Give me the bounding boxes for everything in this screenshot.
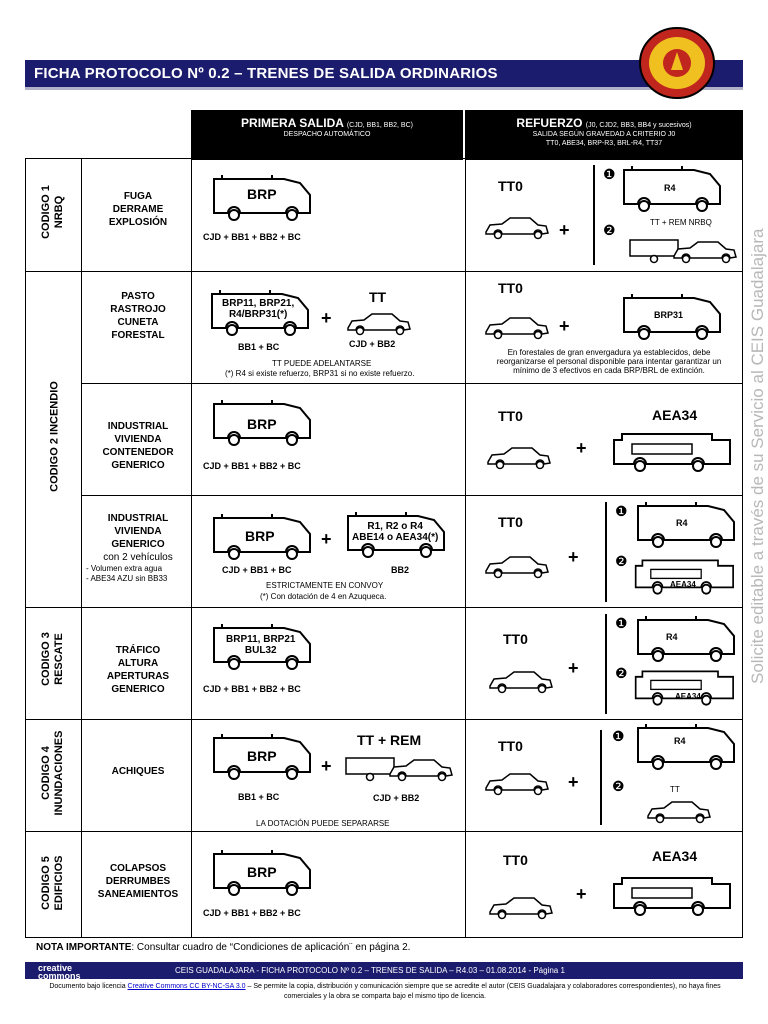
num-1-r6: ❶ <box>612 728 625 744</box>
car-r6b <box>484 772 550 796</box>
plus-r6b: + <box>568 772 579 792</box>
ladder-r4 <box>634 555 734 597</box>
car-tt-r1 <box>672 240 738 264</box>
car-r4 <box>484 555 550 579</box>
num-1-r1: ❶ <box>603 166 616 182</box>
car-tt-r6 <box>646 800 712 824</box>
r7-brp-label: BRP <box>247 864 277 880</box>
r2-tt: TT <box>369 289 387 305</box>
r3-units: CJD + BB1 + BB2 + BC <box>203 461 301 471</box>
primera-title: PRIMERA SALIDA <box>241 116 344 130</box>
footer-text: CEIS GUADALAJARA - FICHA PROTOCOLO Nº 0.2 – TRENES DE SALIDA – R4.03 – 01.08.2014 - Página 1 <box>175 966 565 975</box>
num-1-r5: ❶ <box>615 615 628 631</box>
r2-units: BB1 + BC <box>238 342 280 352</box>
r6-note: LA DOTACIÓN PUEDE SEPARARSE <box>256 819 390 828</box>
r1-brp-label: BRP <box>247 186 277 202</box>
refuerzo-title: REFUERZO <box>516 116 583 130</box>
r6-tt-units: CJD + BB2 <box>373 793 420 803</box>
r4-truck-r5 <box>636 614 736 664</box>
r5-brp-label: BRP11, BRP21 BUL32 <box>226 634 296 656</box>
r1-units: CJD + BB1 + BB2 + BC <box>203 232 301 242</box>
r4-second-units: BB2 <box>391 565 410 575</box>
divider-r6 <box>600 730 602 825</box>
r6-r4: R4 <box>674 736 686 746</box>
r2-note2: (*) R4 si existe refuerzo, BRP31 si no existe refuerzo. <box>225 369 415 378</box>
plus-r1: + <box>559 220 570 240</box>
ladder-r3 <box>612 428 732 474</box>
plus-r2b: + <box>559 316 570 336</box>
r2-brp-label: BRP11, BRP21, R4/BRP31(*) <box>222 298 295 320</box>
num-2-r1: ❷ <box>603 222 616 238</box>
note-bold: NOTA IMPORTANTE <box>36 942 132 953</box>
refuerzo-sub1: SALIDA SEGÚN GRAVEDAD A CRITERIO J0 <box>532 131 676 138</box>
r4-r4: R4 <box>676 518 688 528</box>
r5-tt0: TT0 <box>503 631 528 647</box>
num-2-r5: ❷ <box>615 665 628 681</box>
r3-brp-label: BRP <box>247 416 277 432</box>
r4-truck-r6 <box>636 722 736 772</box>
footer-bar <box>25 962 743 979</box>
primera-units: (CJD, BB1, BB2, BC) <box>346 122 413 129</box>
important-note <box>36 942 410 953</box>
r3-aea: AEA34 <box>652 407 698 423</box>
license-link[interactable]: Creative Commons CC BY-NC-SA 3.0 <box>127 983 246 990</box>
r2-tt0: TT0 <box>498 280 523 296</box>
code-2-label: CODIGO 2 INCENDIO <box>48 381 61 492</box>
plus-r7: + <box>576 884 587 904</box>
r2-forest-note: En forestales de gran envergadura ya establecidos, debe reorganizarse el personal disponible para intentar garantizar un mínimo de 3 efectivos en cada BRP/BRL de extinción. <box>496 348 722 375</box>
code-5-label: CODIGO 5 EDIFICIOS <box>40 855 65 911</box>
ladder-r7 <box>612 872 732 918</box>
r3-tt0: TT0 <box>498 408 523 424</box>
ceis-logo <box>638 26 716 100</box>
r4-note1: ESTRICTAMENTE EN CONVOY <box>266 581 384 590</box>
r4-second: R1, R2 o R4 ABE14 o AEA34(*) <box>352 521 439 543</box>
num-1-r4: ❶ <box>615 503 628 519</box>
r1-r4: R4 <box>664 183 676 193</box>
incident-r3: INDUSTRIAL VIVIENDA CONTENEDOR GENERICO <box>102 421 174 471</box>
r1-tt0: TT0 <box>498 178 523 194</box>
incident-r7: COLAPSOS DERRUMBES SANEAMIENTOS <box>97 863 179 900</box>
r6-tt0: TT0 <box>498 738 523 754</box>
r4-units: CJD + BB1 + BC <box>222 565 292 575</box>
incident-r6: ACHIQUES <box>111 766 165 777</box>
car-r3 <box>486 446 552 470</box>
code-3-label: CODIGO 3 RESCATE <box>40 632 65 686</box>
incident-r1: FUGA DERRAME EXPLOSIÓN <box>108 191 168 228</box>
incident-r2: PASTO RASTROJO CUNETA FORESTAL <box>110 291 166 341</box>
refuerzo-header <box>465 110 743 160</box>
incident-r4-block <box>86 512 190 584</box>
car-r1 <box>484 216 550 240</box>
ladder-r5 <box>634 666 734 708</box>
license-text <box>40 982 730 1002</box>
r2-brp31: BRP31 <box>654 310 684 320</box>
license-pre: Documento bajo licencia <box>49 983 128 990</box>
r4-brp-label: BRP <box>245 528 275 544</box>
divider-r5 <box>605 614 607 714</box>
incident-r4: INDUSTRIAL VIVIENDA GENERICO <box>107 513 169 550</box>
r4-aea: AEA34 <box>670 580 696 589</box>
car-r6 <box>388 758 454 782</box>
page-title: FICHA PROTOCOLO Nº 0.2 – TRENES DE SALIDA ORDINARIOS <box>34 65 498 82</box>
car-r5 <box>488 670 554 694</box>
divider-r4 <box>605 502 607 602</box>
cc-logo: creative commons <box>38 963 81 981</box>
plus-r4a: + <box>321 529 332 549</box>
plus-r4b: + <box>568 547 579 567</box>
plus-r5: + <box>568 658 579 678</box>
r6-tt: TT <box>670 785 680 794</box>
r5-r4: R4 <box>666 632 678 642</box>
r2-tt-units: CJD + BB2 <box>349 339 396 349</box>
r5-aea: AEA34 <box>675 692 701 701</box>
plus-r3: + <box>576 438 587 458</box>
r7-tt0: TT0 <box>503 852 528 868</box>
incident-r4-nb2: - ABE34 AZU sin BB33 <box>86 574 168 583</box>
car-r7 <box>488 896 554 920</box>
num-2-r4: ❷ <box>615 553 628 569</box>
r6-units: BB1 + BC <box>238 792 280 802</box>
r5-units: CJD + BB1 + BB2 + BC <box>203 684 301 694</box>
incident-r4-2: con 2 vehículos <box>103 552 173 563</box>
r1-ttrem: TT + REM NRBQ <box>650 218 712 227</box>
incident-r4-nb1: - Volumen extra agua <box>86 564 163 573</box>
r6-ttrem: TT + REM <box>357 732 422 748</box>
car-r2 <box>346 312 412 336</box>
refuerzo-units: (J0, CJD2, BB3, BB4 y sucesivos) <box>585 122 692 129</box>
r7-units: CJD + BB1 + BB2 + BC <box>203 908 301 918</box>
primera-salida-header <box>191 110 463 160</box>
incident-r5: TRÁFICO ALTURA APERTURAS GENERICO <box>106 645 170 695</box>
r4-note2: (*) Con dotación de 4 en Azuqueca. <box>260 592 387 601</box>
plus-r2a: + <box>321 308 332 328</box>
code-1-label: CODIGO 1 NRBQ <box>40 185 65 239</box>
r4-tt0: TT0 <box>498 514 523 530</box>
plus-r6a: + <box>321 756 332 776</box>
divider-r1 <box>593 165 595 265</box>
primera-sub: DESPACHO AUTOMÁTICO <box>283 131 371 138</box>
code-4-label: CODIGO 4 INUNDACIONES <box>40 730 65 816</box>
r2-note1: TT PUEDE ADELANTARSE <box>272 359 372 368</box>
num-2-r6: ❷ <box>612 778 625 794</box>
r6-brp-label: BRP <box>247 748 277 764</box>
car-r2b <box>484 316 550 340</box>
side-watermark: Solicite editable a través de su Servicio al CEIS Guadalajara <box>748 228 767 684</box>
r7-aea: AEA34 <box>652 848 698 864</box>
license-post: – Se permite la copia, distribución y comunicación siempre que se acredite el autor (CEIS Guadalajara y colaboradores correspondientes), no haya fines comerciales y la obra se comparta bajo el mismo tipo de licencia. <box>245 983 721 1000</box>
refuerzo-sub2: TT0, ABE34, BRP-R3, BRL-R4, TT37 <box>545 140 663 147</box>
note-text: : Consultar cuadro de “Condiciones de aplicación¨ en página 2. <box>131 942 411 953</box>
